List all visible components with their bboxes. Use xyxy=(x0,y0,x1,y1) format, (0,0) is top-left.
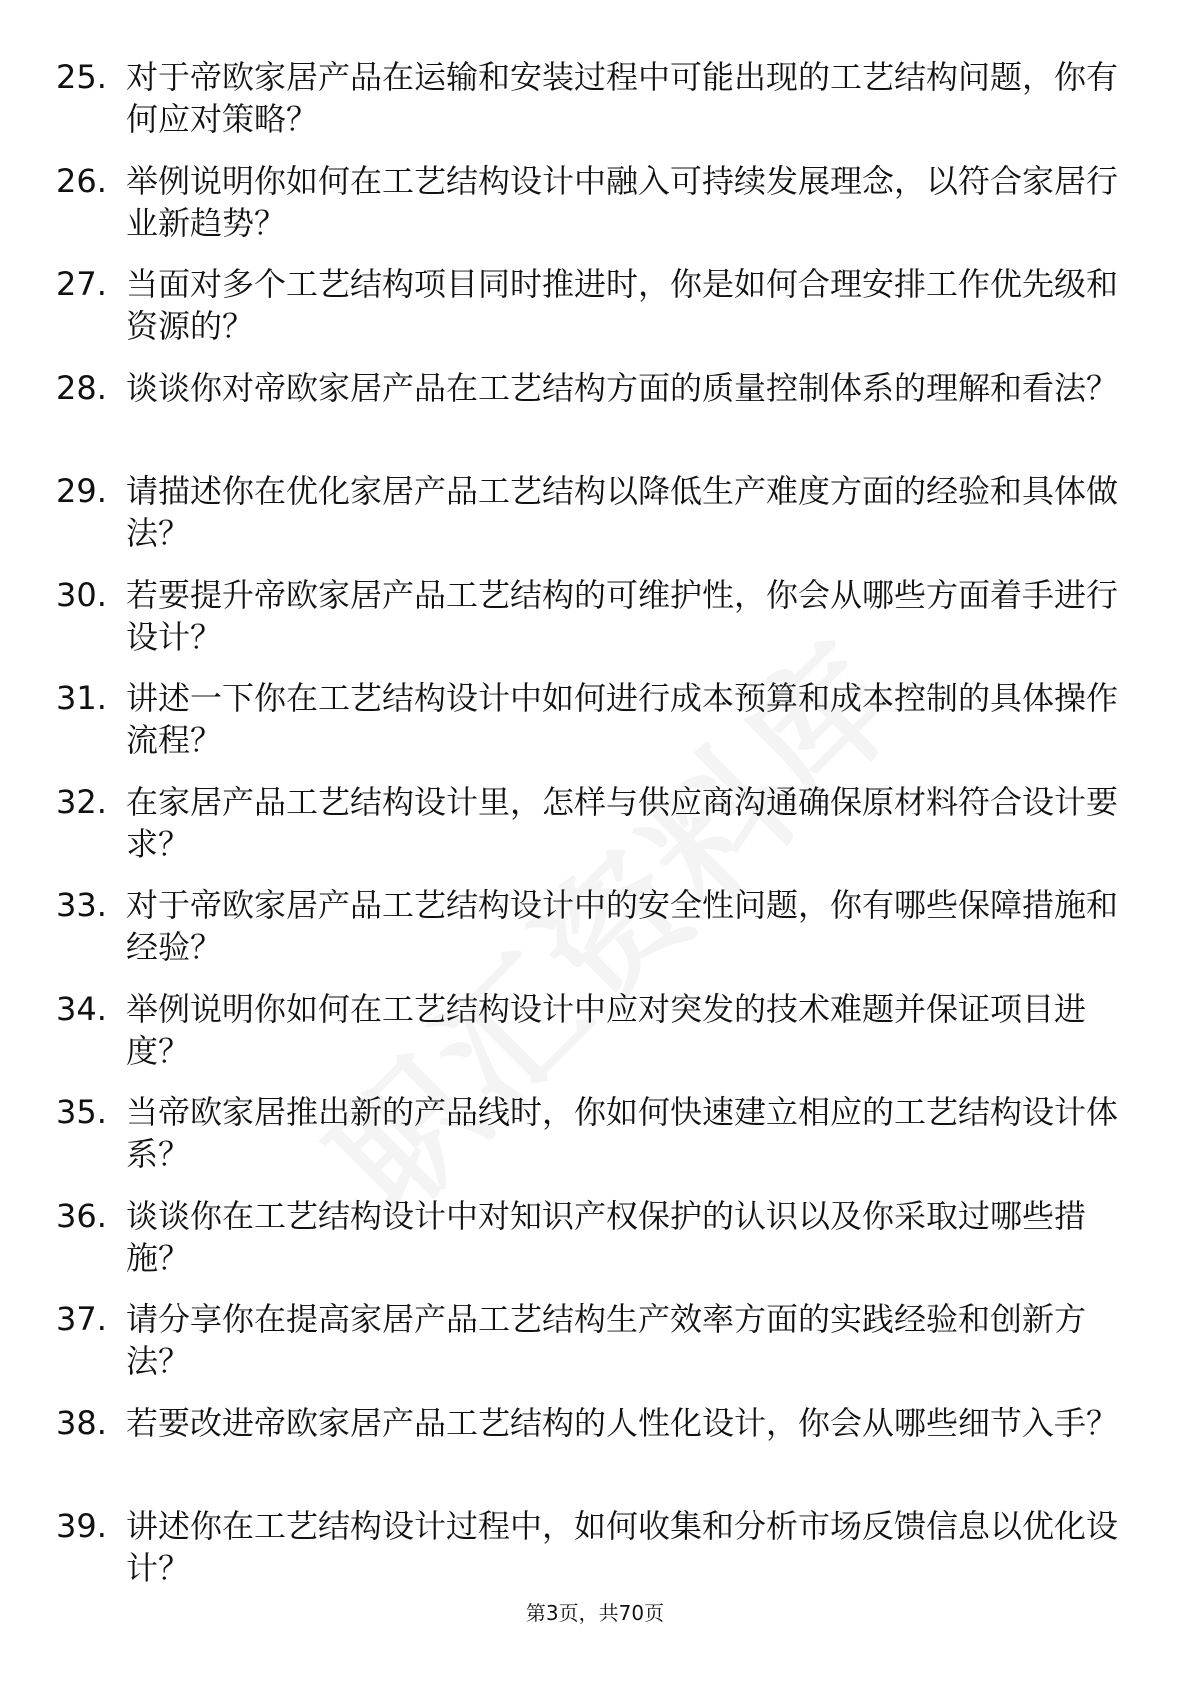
question-text: 讲述一下你在工艺结构设计中如何进行成本预算和成本控制的具体操作流程？ xyxy=(126,679,1119,759)
question-number: 36. xyxy=(56,1196,107,1235)
question-item xyxy=(0,1505,1190,1609)
question-text: 对于帝欧家居产品工艺结构设计中的安全性问题，你有哪些保障措施和经验？ xyxy=(126,886,1119,966)
question-number: 31. xyxy=(56,679,107,717)
question-item xyxy=(0,988,1190,1092)
question-number: 32. xyxy=(56,782,107,821)
question-item xyxy=(0,160,1190,264)
question-number: 39. xyxy=(56,1507,107,1545)
question-number: 26. xyxy=(56,161,107,200)
question-number: 35. xyxy=(56,1093,107,1131)
question-text: 若要改进帝欧家居产品工艺结构的人性化设计，你会从哪些细节入手？ xyxy=(126,1403,1119,1442)
question-text: 讲述你在工艺结构设计过程中，如何收集和分析市场反馈信息以优化设计？ xyxy=(126,1507,1119,1587)
question-item xyxy=(0,1195,1190,1299)
question-list xyxy=(0,56,1190,1609)
question-item xyxy=(0,56,1190,160)
question-text: 举例说明你如何在工艺结构设计中应对突发的技术难题并保证项目进度？ xyxy=(126,989,1087,1070)
question-text: 请分享你在提高家居产品工艺结构生产效率方面的实践经验和创新方法？ xyxy=(126,1300,1087,1380)
question-text: 谈谈你对帝欧家居产品在工艺结构方面的质量控制体系的理解和看法？ xyxy=(126,368,1119,407)
question-number: 30. xyxy=(56,575,107,614)
question-text: 请描述你在优化家居产品工艺结构以降低生产难度方面的经验和具体做法？ xyxy=(126,472,1119,552)
question-text: 举例说明你如何在工艺结构设计中融入可持续发展理念，以符合家居行业新趋势？ xyxy=(126,161,1119,242)
question-item xyxy=(0,1402,1190,1506)
question-item xyxy=(0,1298,1190,1402)
question-item xyxy=(0,1091,1190,1195)
question-item xyxy=(0,677,1190,781)
question-number: 28. xyxy=(56,368,107,407)
question-number: 37. xyxy=(56,1300,107,1338)
question-text: 当面对多个工艺结构项目同时推进时，你是如何合理安排工作优先级和资源的？ xyxy=(126,265,1119,345)
question-item xyxy=(0,574,1190,678)
question-text: 谈谈你在工艺结构设计中对知识产权保护的认识以及你采取过哪些措施？ xyxy=(126,1196,1087,1277)
question-number: 33. xyxy=(56,886,107,924)
question-text: 对于帝欧家居产品在运输和安装过程中可能出现的工艺结构问题，你有何应对策略？ xyxy=(126,58,1119,138)
question-item xyxy=(0,367,1190,471)
page-footer: 第3页，共70页 xyxy=(525,1601,665,1625)
question-item xyxy=(0,884,1190,988)
question-item xyxy=(0,781,1190,885)
question-item xyxy=(0,470,1190,574)
question-item xyxy=(0,263,1190,367)
question-text: 在家居产品工艺结构设计里，怎样与供应商沟通确保原材料符合设计要求？ xyxy=(126,782,1119,863)
question-number: 27. xyxy=(56,265,107,303)
question-number: 38. xyxy=(56,1403,107,1442)
question-number: 29. xyxy=(56,472,107,510)
question-number: 25. xyxy=(56,58,107,96)
question-text: 若要提升帝欧家居产品工艺结构的可维护性，你会从哪些方面着手进行设计？ xyxy=(126,575,1119,656)
question-text: 当帝欧家居推出新的产品线时，你如何快速建立相应的工艺结构设计体系？ xyxy=(126,1093,1119,1173)
question-number: 34. xyxy=(56,989,107,1028)
